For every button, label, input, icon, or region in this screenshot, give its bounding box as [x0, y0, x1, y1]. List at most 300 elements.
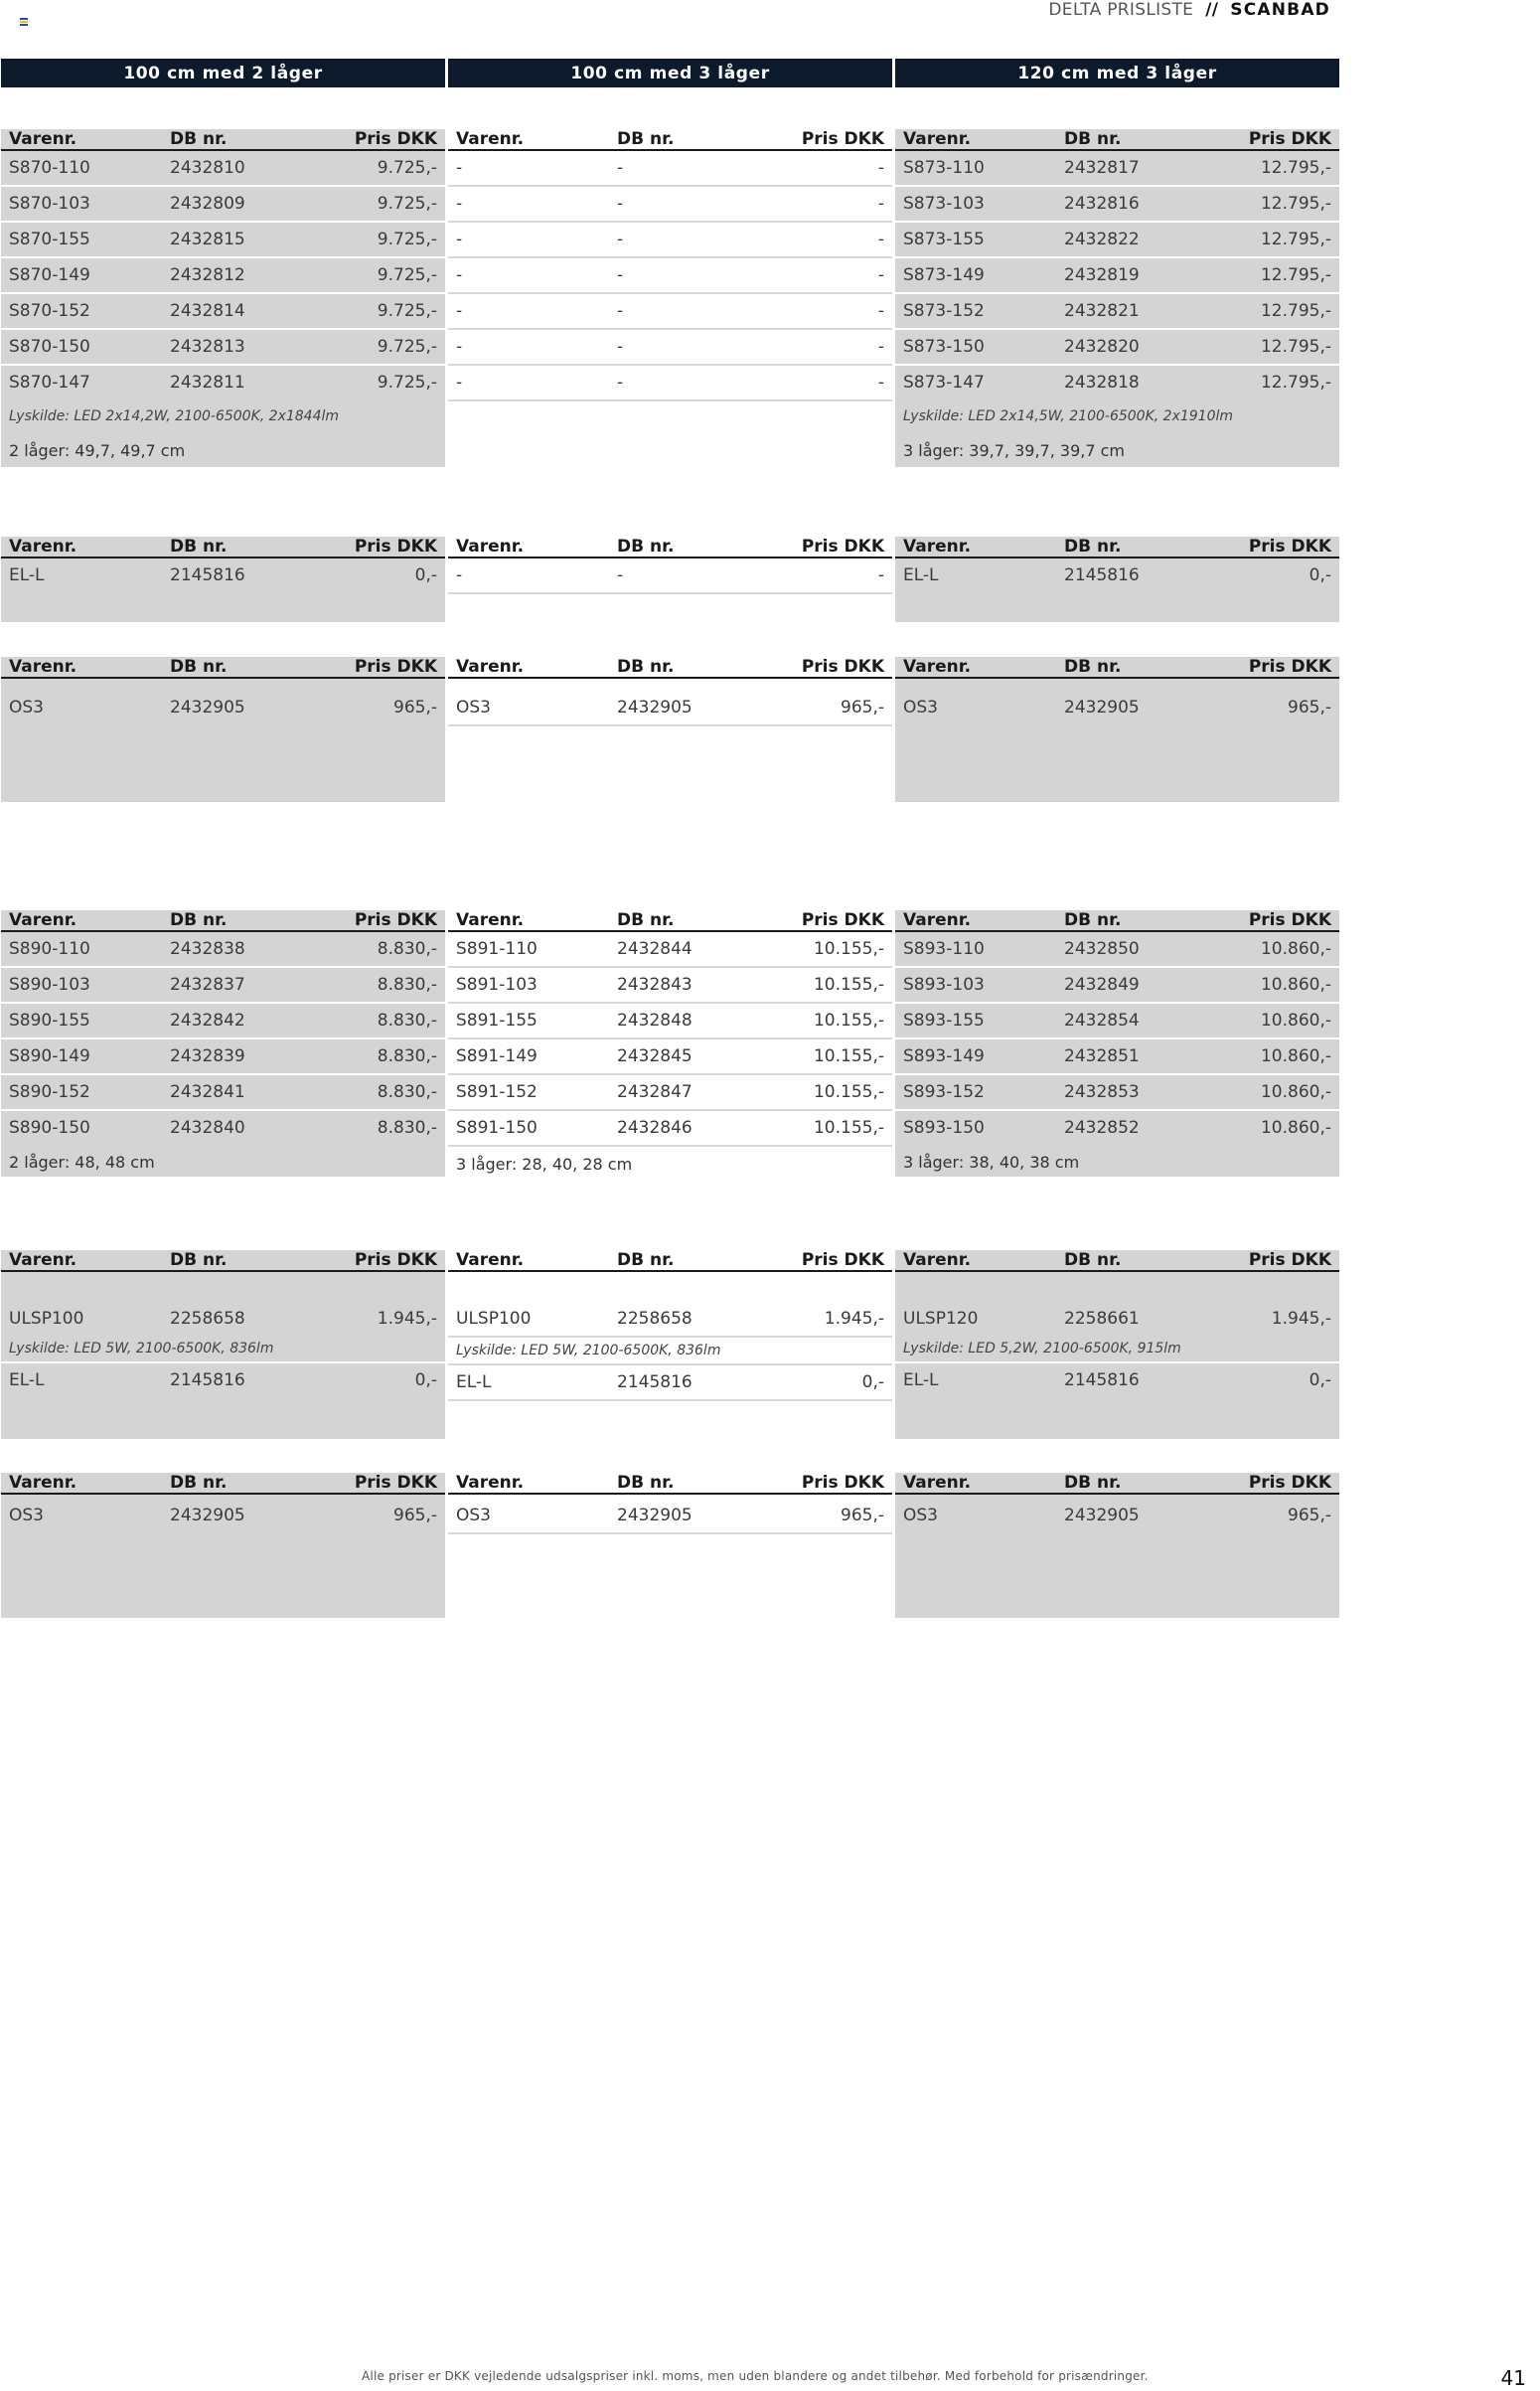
item-number: S890-152	[9, 1082, 90, 1102]
db-number: -	[617, 337, 624, 357]
pris-header: Pris DKK	[1248, 129, 1331, 149]
price: 8.830,-	[377, 1082, 437, 1102]
varenr-header: Varenr.	[456, 657, 525, 677]
db-header: DB nr.	[617, 910, 675, 930]
db-number: 2432850	[1064, 939, 1140, 959]
table-row	[448, 151, 892, 187]
table-row	[1, 1499, 445, 1532]
item-number: S870-147	[9, 373, 90, 393]
price: 12.795,-	[1260, 301, 1331, 321]
pris-header: Pris DKK	[801, 910, 884, 930]
varenr-header: Varenr.	[9, 910, 77, 930]
db-header: DB nr.	[1064, 129, 1122, 149]
item-number: S890-149	[9, 1046, 90, 1066]
price-table	[895, 657, 1339, 802]
price: 0,-	[1309, 1370, 1331, 1390]
pris-header: Pris DKK	[801, 1250, 884, 1270]
db-number: 2145816	[1064, 1370, 1140, 1390]
price-table	[448, 1473, 892, 1534]
varenr-header: Varenr.	[903, 1473, 972, 1493]
item-number: S870-152	[9, 301, 90, 321]
table-row	[448, 258, 892, 294]
table-header	[1, 129, 445, 151]
pris-header: Pris DKK	[1248, 910, 1331, 930]
door-dimensions: 3 låger: 38, 40, 38 cm	[903, 1152, 1080, 1172]
table-row	[448, 1039, 892, 1075]
db-number: 2432851	[1064, 1046, 1140, 1066]
price: 965,-	[841, 698, 884, 717]
price: 10.155,-	[813, 1118, 884, 1138]
table-header	[895, 1473, 1339, 1495]
price-table	[1, 1473, 445, 1618]
pris-header: Pris DKK	[1248, 537, 1331, 557]
door-dimensions: 2 låger: 49,7, 49,7 cm	[9, 440, 186, 460]
item-number: S890-155	[9, 1011, 90, 1031]
db-number: 2258658	[170, 1309, 245, 1329]
pris-header: Pris DKK	[801, 537, 884, 557]
table-row	[1, 1039, 445, 1075]
db-number: 2432849	[1064, 975, 1140, 995]
table-row	[1, 1302, 445, 1336]
db-number: 2432842	[170, 1011, 245, 1031]
item-number: S891-149	[456, 1046, 538, 1066]
db-number: 2432814	[170, 301, 245, 321]
db-number: 2258658	[617, 1309, 693, 1329]
item-number: ULSP100	[456, 1309, 532, 1329]
db-header: DB nr.	[1064, 537, 1122, 557]
table-header	[895, 910, 1339, 932]
price: 12.795,-	[1260, 373, 1331, 393]
table-header	[448, 910, 892, 932]
table-row	[1, 330, 445, 366]
table-row	[1, 258, 445, 294]
pris-header: Pris DKK	[1248, 1250, 1331, 1270]
pris-header: Pris DKK	[801, 1473, 884, 1493]
db-number: 2432812	[170, 265, 245, 285]
pris-header: Pris DKK	[354, 1473, 437, 1493]
db-number: 2432815	[170, 230, 245, 249]
varenr-header: Varenr.	[456, 910, 525, 930]
db-number: 2432846	[617, 1118, 693, 1138]
varenr-header: Varenr.	[9, 657, 77, 677]
db-number: 2432839	[170, 1046, 245, 1066]
table-row	[448, 968, 892, 1004]
table-header	[1, 657, 445, 679]
item-number: S873-155	[903, 230, 985, 249]
price: -	[877, 194, 884, 214]
item-number: ULSP120	[903, 1309, 979, 1329]
db-number: 2432820	[1064, 337, 1140, 357]
pris-header: Pris DKK	[801, 129, 884, 149]
db-number: 2432822	[1064, 230, 1140, 249]
item-number: -	[456, 565, 463, 585]
table-row	[1, 223, 445, 258]
door-dimensions: 3 låger: 39,7, 39,7, 39,7 cm	[903, 440, 1125, 460]
item-number: S891-152	[456, 1082, 538, 1102]
item-number: OS3	[903, 1506, 938, 1525]
price: 12.795,-	[1260, 230, 1331, 249]
db-number: 2432810	[170, 158, 245, 178]
table-row	[895, 330, 1339, 366]
pris-header: Pris DKK	[354, 657, 437, 677]
table-row	[1, 1111, 445, 1145]
db-number: 2432905	[617, 1506, 693, 1525]
db-number: 2432843	[617, 975, 693, 995]
header-separator: //	[1205, 0, 1219, 20]
item-number: S873-110	[903, 158, 985, 178]
item-number: EL-L	[9, 1370, 45, 1390]
header-title: DELTA PRISLISTE	[1048, 0, 1194, 20]
price: 10.155,-	[813, 975, 884, 995]
light-source-note: Lyskilde: LED 5W, 2100-6500K, 836lm	[1, 1336, 445, 1363]
table-row	[448, 558, 892, 594]
price: 10.155,-	[813, 939, 884, 959]
table-header	[448, 1473, 892, 1495]
table-header	[1, 1250, 445, 1272]
item-number: S893-149	[903, 1046, 985, 1066]
item-number: S873-103	[903, 194, 985, 214]
table-row	[895, 1111, 1339, 1145]
price: 1.945,-	[377, 1309, 437, 1329]
footer-disclaimer: Alle priser er DKK vejledende udsalgspriser inkl. moms, men uden blandere og andet tilbehør. Med forbehold for prisændringer.	[362, 2369, 1149, 2383]
price: 0,-	[1309, 565, 1331, 585]
db-number: 2258661	[1064, 1309, 1140, 1329]
price-table	[448, 910, 892, 1181]
price: 965,-	[1288, 698, 1331, 717]
db-header: DB nr.	[170, 537, 228, 557]
price: 9.725,-	[377, 158, 437, 178]
table-row	[448, 1075, 892, 1111]
item-number: S891-155	[456, 1011, 538, 1031]
price: 12.795,-	[1260, 265, 1331, 285]
table-row	[895, 1075, 1339, 1111]
item-number: OS3	[9, 698, 44, 717]
varenr-header: Varenr.	[9, 1250, 77, 1270]
db-number: 2432816	[1064, 194, 1140, 214]
price-table	[895, 129, 1339, 467]
price: 10.860,-	[1260, 939, 1331, 959]
db-header: DB nr.	[617, 657, 675, 677]
item-number: EL-L	[903, 1370, 939, 1390]
price: 8.830,-	[377, 1011, 437, 1031]
varenr-header: Varenr.	[903, 537, 972, 557]
header-brand: SCANBAD	[1230, 0, 1330, 20]
table-row	[895, 932, 1339, 968]
item-number: S893-103	[903, 975, 985, 995]
table-row	[1, 558, 445, 592]
item-number: -	[456, 301, 463, 321]
table-row	[895, 223, 1339, 258]
varenr-header: Varenr.	[903, 910, 972, 930]
table-row	[448, 1499, 892, 1534]
db-number: 2432853	[1064, 1082, 1140, 1102]
db-number: 2432844	[617, 939, 693, 959]
table-row	[448, 932, 892, 968]
price: 0,-	[414, 565, 437, 585]
price: 965,-	[841, 1506, 884, 1525]
item-number: -	[456, 158, 463, 178]
price: 9.725,-	[377, 230, 437, 249]
db-number: -	[617, 158, 624, 178]
price: 10.860,-	[1260, 1046, 1331, 1066]
table-row	[895, 558, 1339, 592]
varenr-header: Varenr.	[456, 537, 525, 557]
table-row	[1, 932, 445, 968]
db-header: DB nr.	[1064, 1250, 1122, 1270]
table-row	[448, 1111, 892, 1147]
price: -	[877, 230, 884, 249]
item-number: ULSP100	[9, 1309, 84, 1329]
table-row	[895, 968, 1339, 1004]
price: -	[877, 565, 884, 585]
varenr-header: Varenr.	[456, 1250, 525, 1270]
item-number: OS3	[456, 1506, 491, 1525]
item-number: OS3	[456, 698, 491, 717]
table-row	[448, 1004, 892, 1039]
db-number: 2145816	[170, 1370, 245, 1390]
db-number: 2432811	[170, 373, 245, 393]
item-number: S891-110	[456, 939, 538, 959]
table-row	[1, 1075, 445, 1111]
table-row	[895, 258, 1339, 294]
db-number: -	[617, 565, 624, 585]
item-number: -	[456, 230, 463, 249]
item-number: S873-150	[903, 337, 985, 357]
table-row	[1, 1363, 445, 1397]
item-number: S873-147	[903, 373, 985, 393]
table-row	[895, 366, 1339, 399]
item-number: EL-L	[903, 565, 939, 585]
db-header: DB nr.	[170, 1250, 228, 1270]
table-header	[895, 1250, 1339, 1272]
db-number: 2432905	[170, 1506, 245, 1525]
item-number: -	[456, 265, 463, 285]
table-row	[895, 1302, 1339, 1336]
pris-header: Pris DKK	[354, 1250, 437, 1270]
db-number: 2145816	[617, 1372, 693, 1392]
item-number: -	[456, 194, 463, 214]
varenr-header: Varenr.	[903, 1250, 972, 1270]
table-header	[895, 129, 1339, 151]
db-header: DB nr.	[170, 657, 228, 677]
item-number: -	[456, 337, 463, 357]
varenr-header: Varenr.	[9, 1473, 77, 1493]
db-header: DB nr.	[170, 910, 228, 930]
price-table	[895, 1473, 1339, 1618]
db-number: 2432817	[1064, 158, 1140, 178]
item-number: S893-110	[903, 939, 985, 959]
db-number: 2432852	[1064, 1118, 1140, 1138]
price-table	[895, 910, 1339, 1177]
table-row	[448, 1302, 892, 1338]
price: 8.830,-	[377, 975, 437, 995]
item-number: EL-L	[456, 1372, 492, 1392]
price: 8.830,-	[377, 939, 437, 959]
price: 10.860,-	[1260, 1011, 1331, 1031]
db-number: 2145816	[1064, 565, 1140, 585]
door-dimensions: 2 låger: 48, 48 cm	[9, 1152, 155, 1172]
pris-header: Pris DKK	[1248, 1473, 1331, 1493]
table-header	[895, 657, 1339, 679]
db-number: 2432845	[617, 1046, 693, 1066]
table-row	[895, 294, 1339, 330]
door-dimensions: 3 låger: 28, 40, 28 cm	[456, 1154, 633, 1174]
price: -	[877, 265, 884, 285]
table-header	[1, 910, 445, 932]
column-heading-1: 100 cm med 2 låger	[1, 59, 445, 87]
price: 10.860,-	[1260, 975, 1331, 995]
db-number: 2432813	[170, 337, 245, 357]
item-number: S890-150	[9, 1118, 90, 1138]
db-number: 2432819	[1064, 265, 1140, 285]
table-row	[448, 294, 892, 330]
item-number: S893-155	[903, 1011, 985, 1031]
table-row	[895, 1499, 1339, 1532]
table-header	[1, 1473, 445, 1495]
varenr-header: Varenr.	[9, 537, 77, 557]
varenr-header: Varenr.	[456, 129, 525, 149]
price: 1.945,-	[824, 1309, 884, 1329]
light-source-note: Lyskilde: LED 5,2W, 2100-6500K, 915lm	[895, 1336, 1339, 1363]
table-row	[1, 187, 445, 223]
column-heading-3: 120 cm med 3 låger	[895, 59, 1339, 87]
column-heading-2: 100 cm med 3 låger	[448, 59, 892, 87]
price-table	[448, 657, 892, 726]
price: 1.945,-	[1271, 1309, 1331, 1329]
pris-header: Pris DKK	[354, 129, 437, 149]
table-header	[1, 537, 445, 558]
price: 12.795,-	[1260, 337, 1331, 357]
db-number: 2432818	[1064, 373, 1140, 393]
pris-header: Pris DKK	[354, 537, 437, 557]
table-row	[1, 968, 445, 1004]
price: -	[877, 337, 884, 357]
varenr-header: Varenr.	[456, 1473, 525, 1493]
db-header: DB nr.	[170, 1473, 228, 1493]
item-number: S870-155	[9, 230, 90, 249]
db-header: DB nr.	[617, 1250, 675, 1270]
price: 10.860,-	[1260, 1082, 1331, 1102]
table-row	[1, 366, 445, 399]
db-number: -	[617, 230, 624, 249]
item-number: S870-103	[9, 194, 90, 214]
price-table	[448, 537, 892, 594]
price: 9.725,-	[377, 301, 437, 321]
table-row	[1, 151, 445, 187]
price-table	[448, 129, 892, 401]
price: 965,-	[393, 698, 437, 717]
price: 8.830,-	[377, 1118, 437, 1138]
pris-header: Pris DKK	[801, 657, 884, 677]
db-number: 2432848	[617, 1011, 693, 1031]
table-row	[1, 294, 445, 330]
table-header	[448, 1250, 892, 1272]
db-number: 2432905	[617, 698, 693, 717]
price-table	[1, 910, 445, 1177]
price: 12.795,-	[1260, 158, 1331, 178]
item-number: S870-110	[9, 158, 90, 178]
db-header: DB nr.	[1064, 1473, 1122, 1493]
price: -	[877, 373, 884, 393]
item-number: S893-152	[903, 1082, 985, 1102]
light-source-note: Lyskilde: LED 2x14,2W, 2100-6500K, 2x1844lm	[9, 408, 340, 424]
db-header: DB nr.	[617, 1473, 675, 1493]
pris-header: Pris DKK	[1248, 657, 1331, 677]
item-number: S873-149	[903, 265, 985, 285]
table-row	[448, 330, 892, 366]
item-number: S891-150	[456, 1118, 538, 1138]
price-table	[1, 657, 445, 802]
price: 9.725,-	[377, 194, 437, 214]
price-table	[1, 1250, 445, 1439]
price: -	[877, 301, 884, 321]
table-row	[448, 366, 892, 401]
light-source-note: Lyskilde: LED 2x14,5W, 2100-6500K, 2x1910lm	[903, 408, 1234, 424]
db-number: -	[617, 194, 624, 214]
page-header	[1048, 0, 1330, 20]
db-number: -	[617, 265, 624, 285]
db-number: 2432837	[170, 975, 245, 995]
db-number: 2432840	[170, 1118, 245, 1138]
table-header	[448, 537, 892, 558]
item-number: OS3	[9, 1506, 44, 1525]
price-table	[895, 1250, 1339, 1439]
table-row	[895, 1004, 1339, 1039]
item-number: S873-152	[903, 301, 985, 321]
table-row	[895, 1039, 1339, 1075]
price-table	[1, 129, 445, 467]
price: 965,-	[1288, 1506, 1331, 1525]
db-number: 2432821	[1064, 301, 1140, 321]
price: 8.830,-	[377, 1046, 437, 1066]
table-header	[448, 129, 892, 151]
price: 10.155,-	[813, 1046, 884, 1066]
light-source-note: Lyskilde: LED 5W, 2100-6500K, 836lm	[448, 1338, 892, 1365]
price: 12.795,-	[1260, 194, 1331, 214]
page-number: 41	[1500, 2366, 1526, 2390]
db-number: -	[617, 373, 624, 393]
db-header: DB nr.	[170, 129, 228, 149]
price: 0,-	[414, 1370, 437, 1390]
pris-header: Pris DKK	[354, 910, 437, 930]
table-row	[448, 223, 892, 258]
varenr-header: Varenr.	[903, 657, 972, 677]
item-number: S890-110	[9, 939, 90, 959]
price-table	[448, 1250, 892, 1401]
table-row	[1, 691, 445, 724]
price: 965,-	[393, 1506, 437, 1525]
price: 0,-	[861, 1372, 884, 1392]
item-number: S891-103	[456, 975, 538, 995]
db-number: 2432854	[1064, 1011, 1140, 1031]
price: -	[877, 158, 884, 178]
price: 10.155,-	[813, 1082, 884, 1102]
table-row	[895, 1363, 1339, 1397]
db-header: DB nr.	[617, 129, 675, 149]
table-row	[895, 691, 1339, 724]
table-row	[895, 187, 1339, 223]
db-number: 2432905	[1064, 698, 1140, 717]
item-number: -	[456, 373, 463, 393]
price-table	[895, 537, 1339, 622]
flag-icon	[20, 18, 28, 25]
db-number: 2432905	[170, 698, 245, 717]
price: 9.725,-	[377, 373, 437, 393]
db-number: 2432905	[1064, 1506, 1140, 1525]
table-row	[1, 1004, 445, 1039]
table-row	[895, 151, 1339, 187]
db-number: -	[617, 301, 624, 321]
